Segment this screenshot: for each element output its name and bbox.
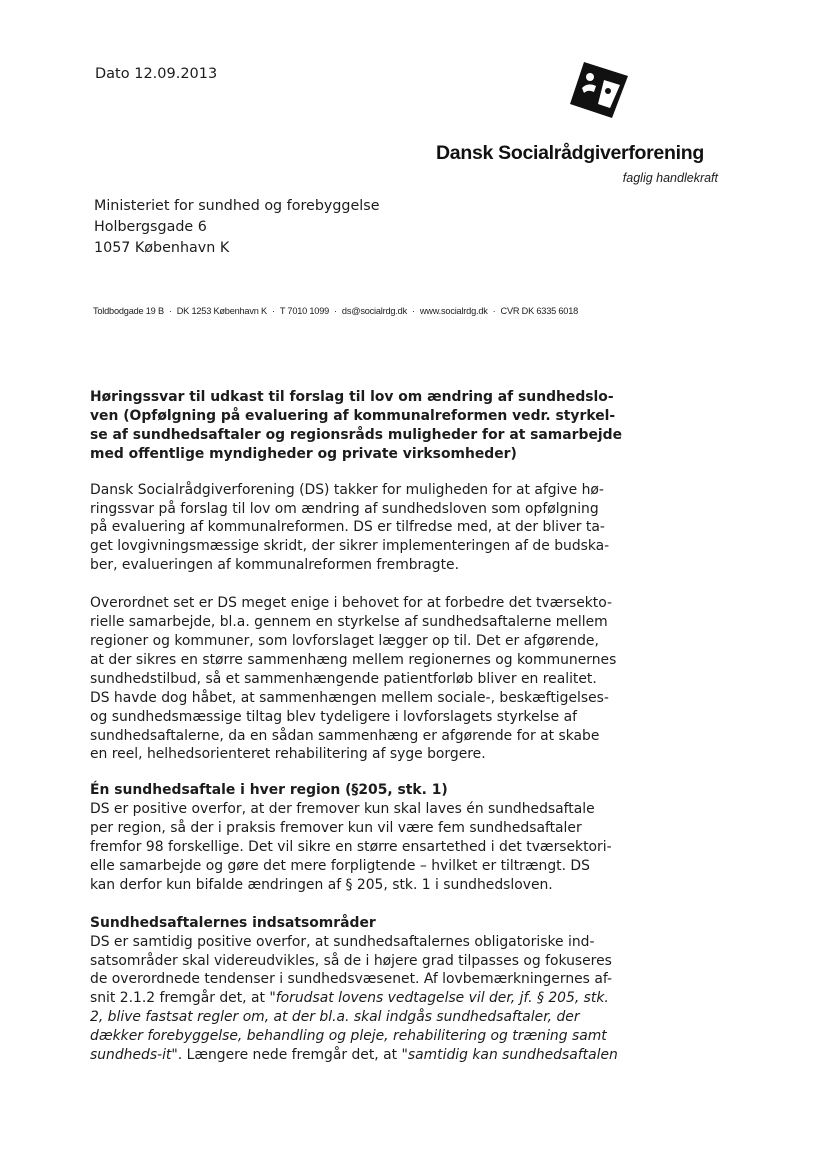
contact-separator: ·: [271, 306, 275, 316]
paragraph-line: per region, så der i praksis fremover kun vil være fem sundhedsaftaler: [90, 820, 582, 837]
quote-run: dækker forebyggelse, behandling og pleje, rehabilitering og træning samt: [90, 1028, 607, 1045]
quote-run: 2, blive fastsat regler om, at der bl.a. skal indgås sundhedsaftaler, der: [90, 1009, 580, 1026]
paragraph-overview: [90, 594, 635, 764]
recipient-line: Ministeriet for sundhed og forebyggelse: [94, 198, 380, 214]
paragraph-line: [90, 1027, 635, 1046]
paragraph-line: en reel, helhedsorienteret rehabilitering af syge borgere.: [90, 746, 486, 763]
title-line: ven (Opfølgning på evaluering af kommunalreformen vedr. styrkel-: [90, 407, 616, 424]
contact-separator: ·: [411, 306, 415, 316]
text-run: . Længere nede fremgår det, at: [177, 1047, 402, 1064]
quote-run: sundheds-it": [90, 1047, 178, 1064]
paragraph-line: på evaluering af kommunalreformen. DS er tilfredse med, at der bliver ta-: [90, 519, 605, 536]
title-line: se af sundhedsaftaler og regionsråds muligheder for at samarbejde: [90, 426, 622, 443]
quote-run: "samtidig kan sundhedsaftalen: [401, 1047, 618, 1064]
document-title: [90, 388, 635, 464]
paragraph-line: regioner og kommuner, som lovforslaget lægger op til. Det er afgørende,: [90, 632, 599, 649]
paragraph-line: Dansk Socialrådgiverforening (DS) takker for muligheden for at afgive hø-: [90, 481, 604, 498]
organization-name: Dansk Socialrådgiverforening: [436, 142, 704, 164]
paragraph-line: DS er samtidig positive overfor, at sundhedsaftalernes obligatoriske ind-: [90, 933, 595, 950]
recipient-line: Holbergsgade 6: [94, 219, 207, 235]
title-line: Høringssvar til udkast til forslag til lov om ændring af sundhedslo-: [90, 389, 614, 405]
paragraph-line: sundhedsaftalerne, da en sådan sammenhæng er afgørende for at skabe: [90, 727, 600, 744]
contact-website: www.socialrdg.dk: [419, 306, 488, 316]
paragraph-line: kan derfor kun bifalde ændringen af § 205, stk. 1 i sundhedsloven.: [90, 876, 553, 893]
paragraph-line: rielle samarbejde, bl.a. gennem en styrkelse af sundhedsaftalerne mellem: [90, 614, 608, 631]
contact-city: DK 1253 København K: [176, 306, 267, 316]
recipient-address: [94, 196, 380, 259]
section-heading: Én sundhedsaftale i hver region (§205, stk. 1): [90, 782, 448, 799]
paragraph-line: DS er positive overfor, at der fremover kun skal laves én sundhedsaftale: [90, 801, 595, 818]
contact-line: [93, 306, 578, 316]
contact-address: Toldbodgade 19 B: [93, 306, 164, 316]
section-focus-areas: [90, 914, 635, 1065]
paragraph-line: fremfor 98 forskellige. Det vil sikre en større ensartethed i det tværsektori-: [90, 839, 612, 856]
paragraph-line: get lovgivningsmæssige skridt, der sikrer implementeringen af de budska-: [90, 538, 610, 555]
section-one-region: [90, 781, 635, 894]
recipient-line: 1057 København K: [94, 240, 230, 256]
letter-body: [90, 388, 635, 1065]
contact-separator: ·: [334, 306, 337, 316]
paragraph-line: [90, 1008, 635, 1027]
paragraph-line: at der sikres en større sammenhæng mellem regionernes og kommunernes: [90, 651, 617, 668]
paragraph-line: Overordnet set er DS meget enige i behovet for at forbedre det tværsekto-: [90, 595, 613, 612]
document-date: Dato 12.09.2013: [95, 66, 218, 82]
contact-phone: T 7010 1099: [279, 306, 330, 316]
paragraph-line: ringssvar på forslag til lov om ændring af sundhedsloven som opfølgning: [90, 500, 599, 517]
contact-email: ds@socialrdg.dk: [341, 306, 407, 316]
contact-cvr: CVR DK 6335 6018: [500, 306, 579, 316]
contact-separator: ·: [492, 306, 496, 316]
paragraph-line: elle samarbejde og gøre det mere forpligtende – hvilket er tiltrængt. DS: [90, 857, 590, 874]
organization-tagline: faglig handlekraft: [622, 171, 718, 185]
paragraph-line: sundhedstilbud, så et sammenhængende patientforløb bliver en realitet.: [90, 670, 597, 687]
paragraph-intro: [90, 481, 635, 576]
contact-separator: ·: [168, 306, 172, 316]
paragraph-line: og sundhedsmæssige tiltag blev tydeligere i lovforslagets styrkelse af: [90, 708, 577, 725]
paragraph-line: satsområder skal videreudvikles, så de i højere grad tilpasses og fokuseres: [90, 952, 612, 969]
paragraph-line: [90, 989, 635, 1008]
paragraph-line: DS havde dog håbet, at sammenhængen mellem sociale-, beskæftigelses-: [90, 689, 609, 706]
quote-run: "forudsat lovens vedtagelse vil der, jf. § 205, stk.: [269, 990, 609, 1007]
title-line: med offentlige myndigheder og private virksomheder): [90, 445, 517, 462]
section-heading: Sundhedsaftalernes indsatsområder: [90, 914, 376, 931]
paragraph-line: [90, 1046, 635, 1065]
paragraph-line: ber, evalueringen af kommunalreformen frembragte.: [90, 557, 459, 574]
paragraph-line: de overordnede tendenser i sundhedsvæsenet. Af lovbemærkningernes af-: [90, 971, 612, 988]
ds-logo-icon: [568, 58, 630, 120]
text-run: snit 2.1.2 fremgår det, at: [90, 990, 270, 1007]
